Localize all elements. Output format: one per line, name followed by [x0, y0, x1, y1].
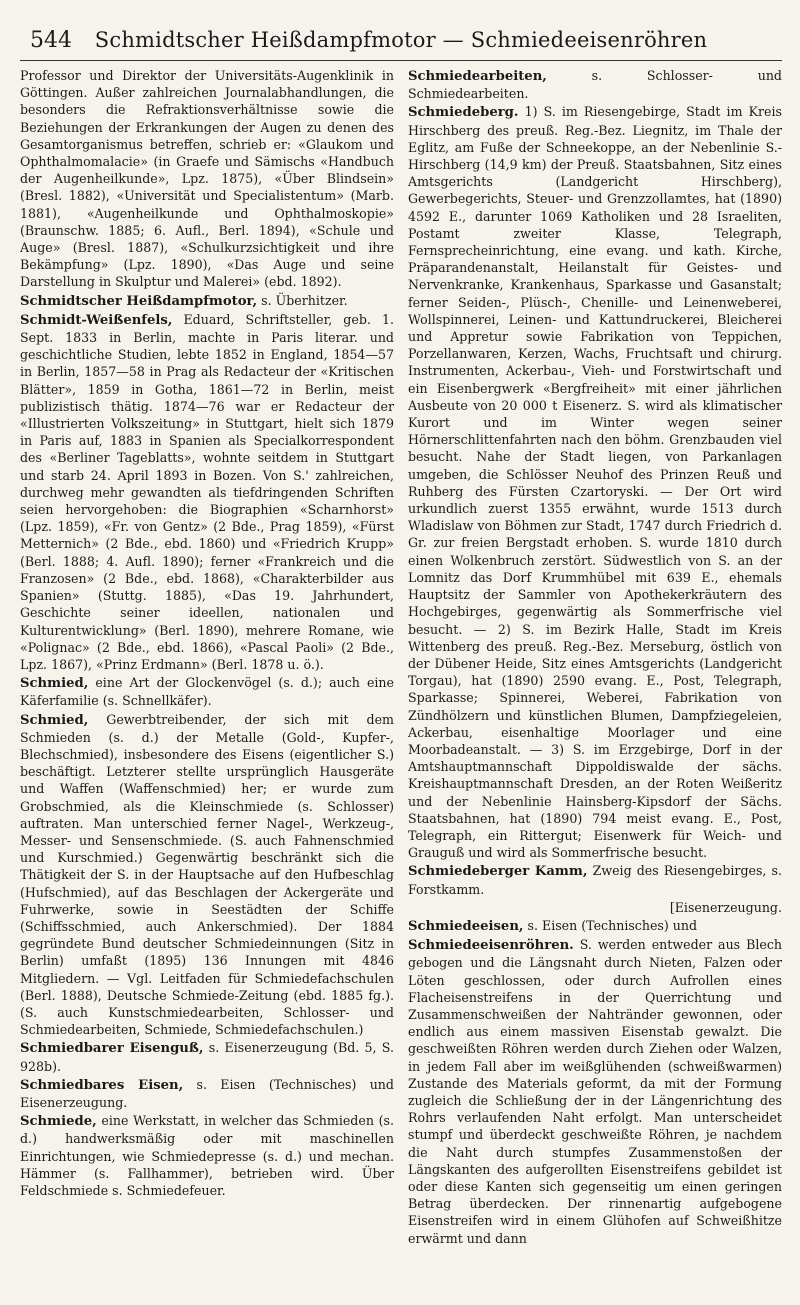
page-header: [20, 14, 782, 61]
entry-schmiede: [20, 1112, 394, 1199]
entry-schmiedeberg: [408, 103, 782, 861]
text-columns: [20, 67, 782, 1247]
entry-headword: Schmiedeberger Kamm,: [408, 864, 588, 880]
entry-schmiedbares-eisen: [20, 1076, 394, 1111]
entry-schmidt-weissenfels: [20, 311, 394, 673]
entry-headword: Schmiedbares Eisen,: [20, 1077, 184, 1093]
entry-text: S. werden entweder aus Blech gebogen und die Längsnaht durch Nieten, Falzen oder Löten geschlossen, oder durch Aufrollen eines Flacheisenstreifens in der Querrichtung und Zusammenschweißen der Nahtränder gewonnen, oder endlich aus einem massiven Eisenstab gewalzt. Die geschweißten Röhren werden durch Ziehen oder Walzen, in jedem Fall aber im weißglühenden (schweißwarmen) Zustande des Materials geformt, da mit der Formung zugleich die Schließung der in der Längenrichtung des Rohrs verlaufenden Naht erfolgt. Man unterscheidet stumpf und überdeckt geschweißte Röhren, je nachdem die Naht durch stumpfes Zusammenstoßen der Längskanten des aufgerollten Eisenstreifens gebildet ist oder diese Kanten sich gegenseitig um einen geringen Betrag überdecken. Der rinnenartig aufgebogene Eisenstreifen wird in einem Glühofen auf Schweißhitze erwärmt und dann: [408, 937, 782, 1246]
entry-text: s. Eisenerzeugung (Bd. 5, S. 928b).: [20, 1040, 394, 1074]
right-column: [408, 67, 782, 1247]
entry-schmied-bird: [20, 674, 394, 709]
entry-schmidtscher-heissdampfmotor: [20, 292, 394, 310]
entry-schmiedeeisen: [408, 917, 782, 935]
entry-text: eine Art der Glockenvögel (s. d.); auch eine Käferfamilie (s. Schnellkäfer).: [20, 675, 394, 709]
entry-text: s. Eisen (Technisches) und: [527, 917, 698, 933]
entry-headword: Schmidt-Weißenfels,: [20, 312, 173, 328]
entry-schmiedbarer-eisenguss: [20, 1039, 394, 1074]
entry-text: Zweig des Riesengebirges, s. Forstkamm.: [408, 863, 783, 897]
entry-text: Professor und Direktor der Universitäts-Augenklinik in Göttingen. Außer zahlreichen Journalabhandlungen, die besonders die Refraktionsverhältnisse sowie die Beziehungen der Erkrankungen der Augen zu denen des Gesamtorganismus betreffen, schrieb er: «Glaukom und Ophthalmomalacie» (in Graefe und Sämischs «Handbuch der Augenheilkunde», Lpz. 1875), «Über Blindsein» (Bresl. 1882), «Universität und Specialistentum» (Marb. 1881), «Augenheilkunde und Ophthalmoskopie» (Braunschw. 1885; 6. Aufl., Berl. 1894), «Schule und Auge» (Bresl. 1887), «Schulkurzsichtigkeit und ihre Bekämpfung» (Lpz. 1890), «Das Auge und seine Darstellung in Skulptur und Malerei» (ebd. 1892).: [20, 68, 394, 290]
entry-headword: Schmiede,: [20, 1114, 97, 1130]
entry-text: eine Werkstatt, in welcher das Schmieden (s. d.) handwerksmäßig oder mit maschinellen Einrichtungen, wie Schmiedepresse (s. d.) und mechan. Hämmer (s. Fallhammer), betrieben wird. Über Feldschmiede s. Schmiedefeuer.: [20, 1113, 394, 1198]
entry-text: s. Eisen (Technisches) und Eisenerzeugung.: [20, 1076, 394, 1110]
entry-text: s. Überhitzer.: [261, 292, 348, 308]
left-column: [20, 67, 394, 1247]
entry-text: Eduard, Schriftsteller, geb. 1. Sept. 1833 in Berlin, machte in Paris literar. und geschichtliche Studien, lebte 1852 in England, 1854—57 in Berlin, 1857—58 in Prag als Redacteur der «Kritischen Blätter», 1859 in Gotha, 1861—72 in Berlin, meist publizistisch thätig. 1874—76 war er Redacteur der «Illustrierten Volkszeitung» in Stuttgart, hielt sich 1879 in Paris auf, 1883 in Spanien als Specialkorrespondent des «Berliner Tageblatts», wohnte seitdem in Stuttgart und starb 24. April 1893 in Bozen. Von S.' zahlreichen, durchweg mehr gewandten als tiefdringenden Schriften seien hervorgehoben: die Biographien «Scharnhorst» (Lpz. 1859), «Fr. von Gentz» (2 Bde., Prag 1859), «Fürst Metternich» (2 Bde., ebd. 1860) und «Friedrich Krupp» (Berl. 1888; 4. Aufl. 1890); ferner «Frankreich und die Franzosen» (2 Bde., ebd. 1868), «Charakterbilder aus Spanien» (Stuttg. 1885), «Das 19. Jahrhundert, Geschichte seiner ideellen, nationalen und Kulturentwicklung» (Berl. 1890), mehrere Romane, wie «Polignac» (2 Bde., ebd. 1866), «Pascal Paoli» (2 Bde., Lpz. 1867), «Prinz Erdmann» (Berl. 1878 u. ö.).: [20, 311, 394, 672]
entry-text: [Eisenerzeugung.: [669, 899, 782, 915]
entry-headword: Schmiedearbeiten,: [408, 69, 547, 84]
entry-headword: Schmied,: [20, 712, 89, 728]
entry-headword: Schmiedbarer Eisenguß,: [20, 1041, 204, 1057]
entry-eisenerzeugung-fragment: [408, 899, 782, 916]
entry-text: s. Schlosser- und Schmiedearbeiten.: [408, 68, 782, 102]
entry-headword: Schmied,: [20, 676, 89, 692]
entry-headword: Schmiedeeisen,: [408, 918, 524, 934]
page-number: 544: [30, 28, 72, 53]
entry-headword: Schmiedeberg.: [408, 105, 519, 121]
entry-schmiedeeisenroehren: [408, 936, 782, 1247]
entry-schmiedeberger-kamm: [408, 862, 782, 897]
entry-text: 1) S. im Riesengebirge, Stadt im Kreis Hirschberg des preuß. Reg.-Bez. Liegnitz, im Thale der Eglitz, am Fuße der Schneekoppe, an der Nebenlinie S.-Hirschberg (14,9 km) der Preuß. Staatsbahnen, Sitz eines Amtsgerichts (Landgericht Hirschberg), Gewerbegerichts, Steuer- und Grenzzollamtes, hat (1890) 4592 E., darunter 1069 Katholiken und 28 Israeliten, Postamt zweiter Klasse, Telegraph, Fernsprecheinrichtung, eine evang. und kath. Kirche, Präparandenanstalt, Heilanstalt für Geistes- und Nervenkranke, Krankenhaus, Sparkasse und Gasanstalt; ferner Seiden-, Plüsch-, Chenille- und Leinenweberei, Wollspinnerei, Leinen- und Kattundruckerei, Bleicherei und Appretur sowie Fabrikation von Teppichen, Porzellanwaren, Kerzen, Wachs, Fruchtsaft und chirurg. Instrumenten, Ackerbau-, Vieh- und Forstwirtschaft und ein Eisenbergwerk «Bergfreiheit» mit einer jährlichen Ausbeute von 20 000 t Eisenerz. S. wird als klimatischer Kurort und im Winter wegen seiner Hörnerschlittenfahrten nach den böhm. Grenzbauden viel besucht. Nahe der Stadt liegen, von Parkanlagen umgeben, die Schlösser Neuhof des Prinzen Reuß und Ruhberg des Fürsten Czartoryski. — Der Ort wird urkundlich zuerst 1355 erwähnt, wurde 1513 durch Wladislaw von Böhmen zur Stadt, 1747 durch Friedrich d. Gr. zur freien Bergstadt erhoben. S. wurde 1810 durch einen Wolkenbruch zerstört. Südwestlich von S. an der Lomnitz das Dorf Krummhübel mit 639 E., ehemals Hauptsitz der Sammler von Apothekerkräutern des Hochgebirges, gegenwärtig als Sommerfrische viel besucht. — 2) S. im Bezirk Halle, Stadt im Kreis Wittenberg des preuß. Reg.-Bez. Merseburg, östlich von der Dübener Heide, Sitz eines Amtsgerichts (Landgericht Torgau), hat (1890) 2590 evang. E., Post, Telegraph, Sparkasse; Spinnerei, Weberei, Fabrikation von Zündhölzern und künstlichen Blumen, Dampfziegeleien, Ackerbau, eisenhaltige Moorlager und eine Moorbadeanstalt. — 3) S. im Erzgebirge, Dorf in der Amtshauptmannschaft Dippoldiswalde der sächs. Kreishauptmannschaft Dresden, an der Roten Weißeritz und der Nebenlinie Hainsberg-Kipsdorf der Sächs. Staatsbahnen, hat (1890) 794 meist evang. E., Post, Telegraph, ein Rittergut; Eisenwerk für Weich- und Grauguß und wird als Sommerfrische besucht.: [408, 104, 782, 861]
entry-schmiedearbeiten: [408, 67, 782, 102]
entry-schmied-trade: [20, 711, 394, 1039]
running-title: Schmidtscher Heißdampfmotor — Schmiedeeisenröhren: [94, 28, 708, 52]
entry-schmidt-continued: [20, 67, 394, 291]
entry-headword: Schmidtscher Heißdampfmotor,: [20, 293, 258, 309]
entry-text: Gewerbtreibender, der sich mit dem Schmieden (s. d.) der Metalle (Gold-, Kupfer-, Blechschmied), insbesondere des Eisens (eigentlicher S.) beschäftigt. Letzterer stellte ursprünglich Hausgeräte und Waffen (Waffenschmied) her; er wurde zum Grobschmied, als die Kleinschmiede (s. Schlosser) auftraten. Man unterschied ferner Nagel-, Werkzeug-, Messer- und Sensenschmiede. (S. auch Fahnenschmied und Kurschmied.) Gegenwärtig beschränkt sich die Thätigkeit der S. in der Hauptsache auf den Hufbeschlag (Hufschmied), auf das Beschlagen der Ackergeräte und Fuhrwerke, sowie in Seestädten der Schiffe (Schiffsschmied, auch Ankerschmied). Der 1884 gegründete Bund deutscher Schmiedeinnungen (Sitz in Berlin) umfaßt (1895) 136 Innungen mit 4846 Mitgliedern. — Vgl. Leitfaden für Schmiedefachschulen (Berl. 1888), Deutsche Schmiede-Zeitung (ebd. 1885 fg.). (S. auch Kunstschmiedearbeiten, Schlosser- und Schmiedearbeiten, Schmiede, Schmiedefachschulen.): [20, 711, 394, 1038]
entry-headword: Schmiedeeisenröhren.: [408, 938, 574, 954]
